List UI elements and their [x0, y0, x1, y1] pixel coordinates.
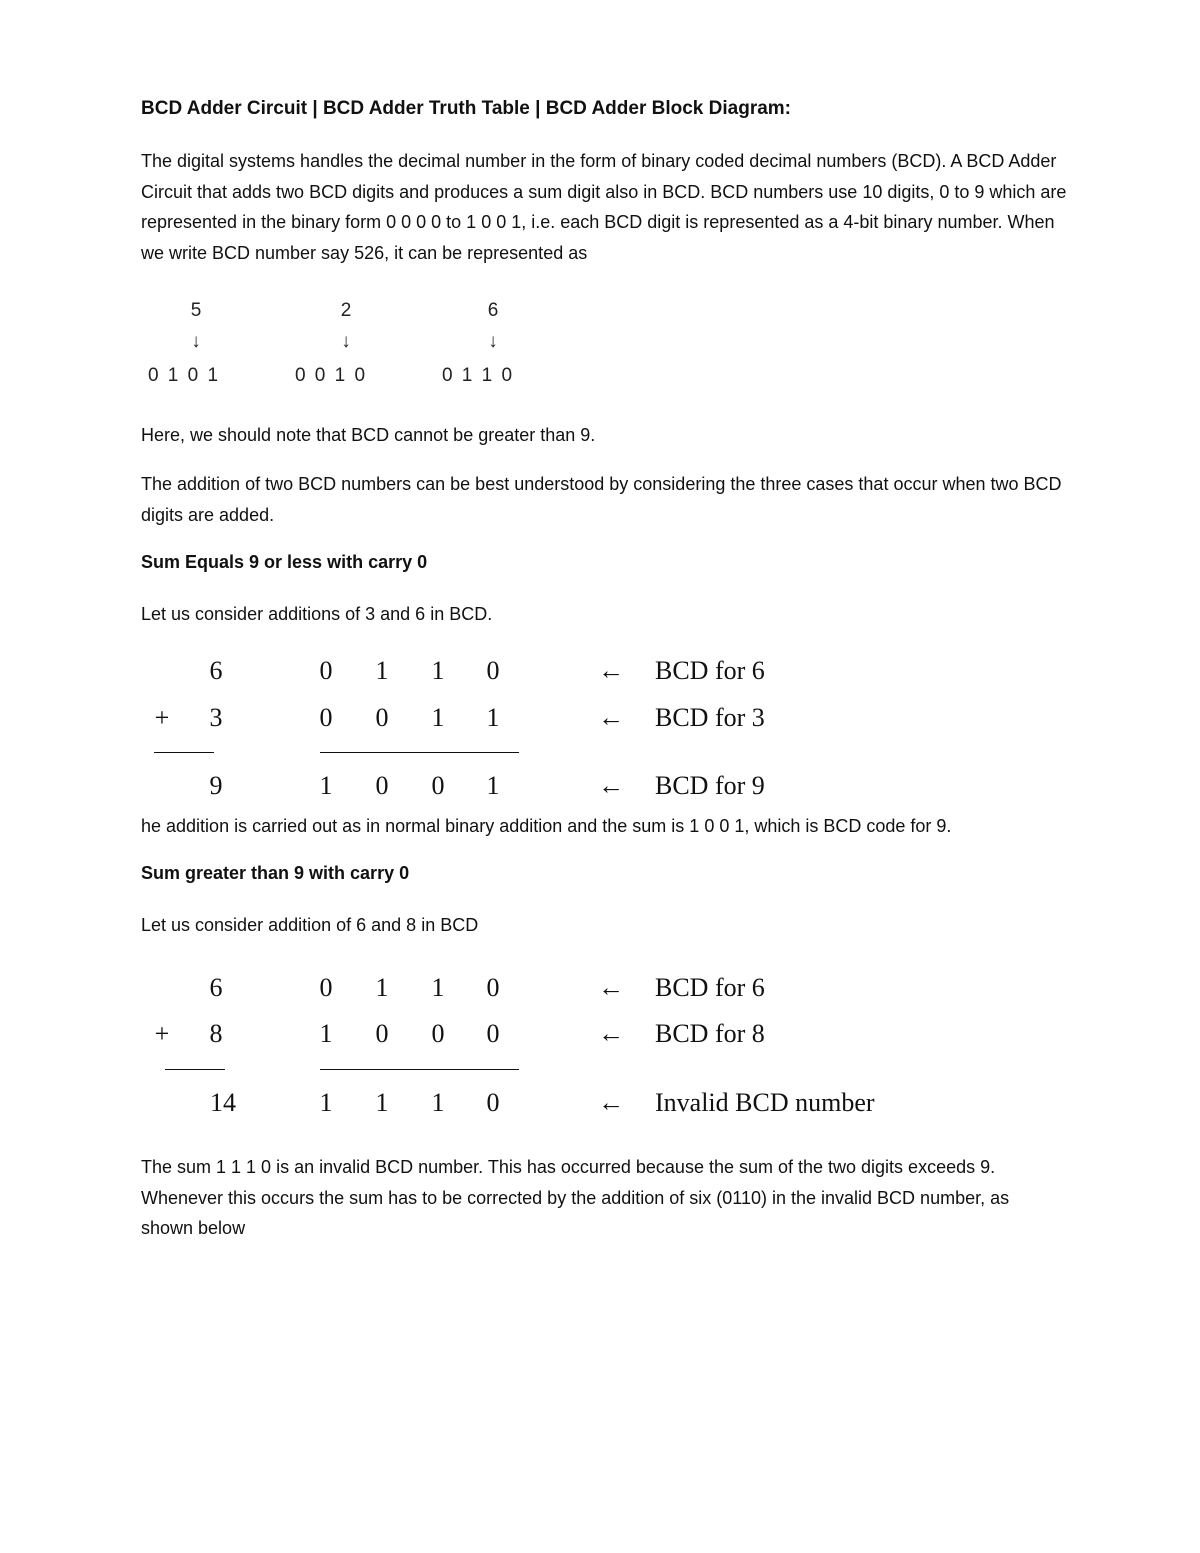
case1-row2-bit: 0: [319, 703, 333, 732]
digit-2: 2: [340, 300, 352, 321]
sum-rule: [320, 752, 519, 753]
case1-sum-bit: 0: [375, 771, 389, 800]
case2-sum-bit: 1: [375, 1088, 389, 1117]
case2-row1-bit: 1: [375, 973, 389, 1002]
case2-sum-label: Invalid BCD number: [655, 1088, 875, 1117]
case1-row2-bit: 1: [431, 703, 445, 732]
case1-row2-bit: 0: [375, 703, 389, 732]
case1-sum-bit: 1: [486, 771, 500, 800]
sum-rule: [165, 1069, 225, 1070]
case2-heading: Sum greater than 9 with carry 0: [141, 863, 410, 883]
left-arrow-icon: ←: [598, 656, 624, 685]
case1-sum-label: BCD for 9: [655, 771, 765, 800]
case2-sum-decimal: 14: [210, 1088, 236, 1117]
case1-row1-bit: 0: [486, 656, 500, 685]
case2-row1-label: BCD for 6: [655, 973, 765, 1002]
case1-row2-label: BCD for 3: [655, 703, 765, 732]
case1-heading: Sum Equals 9 or less with carry 0: [141, 552, 428, 572]
case1-row1-bit: 1: [375, 656, 389, 685]
case1-row1-label: BCD for 6: [655, 656, 765, 685]
digit-6: 6: [487, 300, 499, 321]
case1-sum-bit: 1: [319, 771, 333, 800]
sum-rule: [154, 752, 214, 753]
case1-row1-decimal: 6: [209, 656, 223, 685]
case2-row2-label: BCD for 8: [655, 1019, 765, 1048]
left-arrow-icon: ←: [598, 771, 624, 800]
case2-row2-bit: 1: [319, 1019, 333, 1048]
plus-sign: +: [154, 703, 170, 732]
case2-row1-decimal: 6: [209, 973, 223, 1002]
sum-rule: [320, 1069, 519, 1070]
left-arrow-icon: ←: [598, 1088, 624, 1117]
case2-row2-bit: 0: [486, 1019, 500, 1048]
case2-intro: Let us consider addition of 6 and 8 in BCD: [141, 915, 479, 935]
case2-row2-decimal: 8: [209, 1019, 223, 1048]
case1-sum-bit: 0: [431, 771, 445, 800]
left-arrow-icon: ←: [598, 973, 624, 1002]
digit-5: 5: [190, 300, 202, 321]
intro-paragraph: The digital systems handles the decimal number in the form of binary coded decimal numbers (BCD). A BCD Adder Circuit that adds two BCD digits and produces a sum digit also in BCD. BCD numbers use 10 digits, 0 to 9 which are represented in the binary form 0 0 0 0 to 1 0 0 1, i.e. each BCD digit is represented as a 4-bit binary number. When we write BCD number say 526, it can be represented as: [141, 151, 1067, 263]
case2-sum-bit: 1: [319, 1088, 333, 1117]
cases-intro-paragraph: The addition of two BCD numbers can be best understood by considering the three cases that occur when two BCD digits are added.: [141, 474, 1062, 525]
left-arrow-icon: ←: [598, 703, 624, 732]
down-arrow-icon: ↓: [191, 331, 201, 352]
case2-sum-bit: 0: [486, 1088, 500, 1117]
code-5: 0 1 0 1: [147, 365, 221, 386]
case1-row1-bit: 1: [431, 656, 445, 685]
case1-row2-bit: 1: [486, 703, 500, 732]
case2-row1-bit: 0: [486, 973, 500, 1002]
case2-sum-bit: 1: [431, 1088, 445, 1117]
case2-row2-bit: 0: [375, 1019, 389, 1048]
case2-row1-bit: 0: [319, 973, 333, 1002]
page-title: BCD Adder Circuit | BCD Adder Truth Table | BCD Adder Block Diagram:: [141, 98, 792, 119]
case1-row2-decimal: 3: [209, 703, 223, 732]
down-arrow-icon: ↓: [488, 331, 498, 352]
down-arrow-icon: ↓: [341, 331, 351, 352]
case2-row2-bit: 0: [431, 1019, 445, 1048]
code-6: 0 1 1 0: [441, 365, 515, 386]
code-2: 0 0 1 0: [294, 365, 368, 386]
note-paragraph: Here, we should note that BCD cannot be greater than 9.: [141, 425, 596, 445]
left-arrow-icon: ←: [598, 1019, 624, 1048]
case1-intro: Let us consider additions of 3 and 6 in BCD.: [141, 604, 493, 624]
case1-sum-decimal: 9: [209, 771, 223, 800]
case1-row1-bit: 0: [319, 656, 333, 685]
case1-explanation: he addition is carried out as in normal binary addition and the sum is 1 0 0 1, which is BCD code for 9.: [141, 816, 952, 836]
case2-explanation: The sum 1 1 1 0 is an invalid BCD number. This has occurred because the sum of the two digits exceeds 9. Whenever this occurs the sum has to be corrected by the addition of six (0110) in the invalid BCD number, as shown below: [141, 1157, 1010, 1238]
case2-row1-bit: 1: [431, 973, 445, 1002]
plus-sign: +: [154, 1019, 170, 1048]
